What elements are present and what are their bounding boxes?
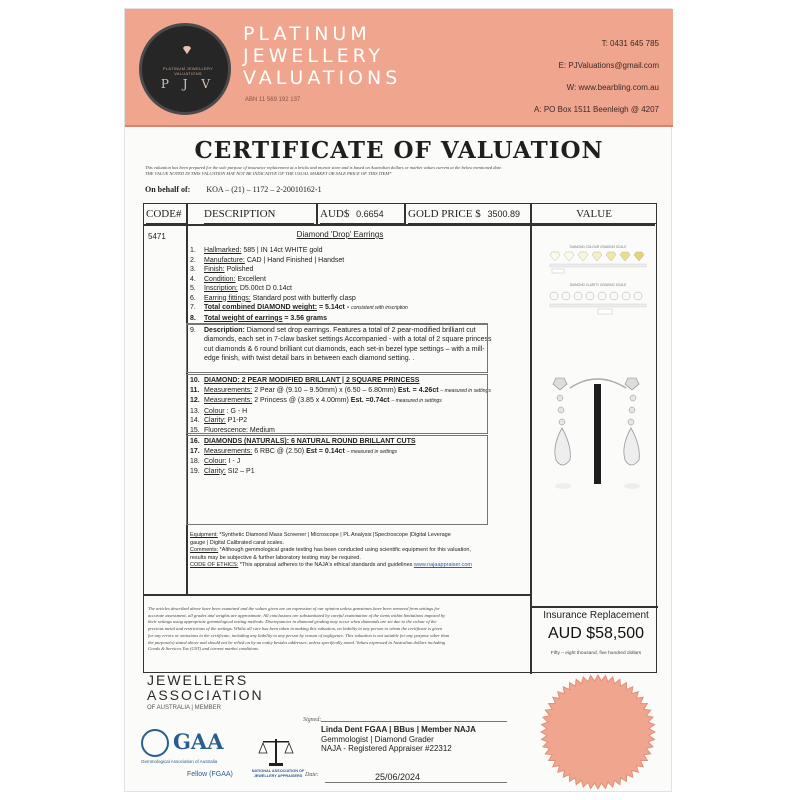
detail-line: 10. DIAMOND: 2 PEAR MODIFIED BRILLANT | 2 SQUARE PRINCESS <box>190 377 420 384</box>
detail-lines-1-8 <box>190 246 486 323</box>
logo-initials: P J V <box>160 77 216 91</box>
valuation-table <box>143 203 657 673</box>
detail-line: 11. Measurements: 2 Pear @ (9.10 – 9.50mm) x (6.50 – 6.80mm) Est. = 4.26ct – measured in settings <box>190 386 491 394</box>
clarity-scale-title: DIAMOND CLARITY GRADING SCALE <box>569 283 627 287</box>
naja-link[interactable]: www.najaappraiser.com <box>413 562 472 568</box>
embossed-seal <box>539 673 657 791</box>
col-value: VALUE <box>532 204 656 224</box>
colour-diamond-icons <box>550 252 644 261</box>
detail-line: 8. Total weight of earrings = 3.56 grams <box>190 314 328 322</box>
detail-line: 16. DIAMONDS (NATURALS): 6 NATURAL ROUND BRILLANT CUTS <box>190 438 416 445</box>
signer-details: Linda Dent FGAA | BBus | Member NAJA Gemmologist | Diamond Grader NAJA - Registered Appraiser #22312 <box>321 725 476 753</box>
grading-scale-chart <box>542 242 654 326</box>
header-banner <box>125 9 673 127</box>
earrings-photo <box>540 374 656 514</box>
detail-line: 14. Clarity: P1-P2 <box>190 417 248 424</box>
contact-details <box>534 33 659 121</box>
email: E: PJValuations@gmail.com <box>558 61 659 70</box>
pjv-logo <box>139 23 231 115</box>
detail-line: 2. Manufacture: CAD | Hand Finished | Handset <box>190 256 345 264</box>
detail-line: 4. Condition: Excellent <box>190 275 266 283</box>
scales-icon <box>251 735 301 769</box>
detail-line: 17. Measurements: 6 RBC @ (2.50) Est = 0.14ct – measured in settings <box>190 447 398 455</box>
diamond-box <box>186 374 491 434</box>
col-gold-price: GOLD PRICE $ 3500.89 <box>408 204 530 224</box>
insurance-amount: AUD $58,500 <box>547 625 645 642</box>
description-paragraph: 9. Description: Diamond set drop earrings. Features a total of 2 pear-modified brilliant cut diamonds, each set in 7-claw basket settings Accompanied - with a total of 2 square princess cut diamonds & 6 round brilliant cut diamonds, each set-in bezel type settings – with a mill- edge finish, with twist detail bars in between each diamond setting. . <box>190 327 492 362</box>
brand-name: PLATINUM JEWELLERY VALUATIONS <box>243 23 402 89</box>
gaa-emblem-icon <box>141 729 169 757</box>
diamond-icon <box>182 46 192 54</box>
colour-scale-title: DIAMOND COLOUR GRADING SCALE <box>569 245 627 249</box>
signature-line <box>321 721 507 722</box>
col-aud: AUD$ 0.6654 <box>320 204 404 224</box>
signed-label: Signed: <box>303 717 322 723</box>
aud-divider <box>404 204 406 224</box>
detail-line: 12. Measurements: 2 Princess @ (3.85 x 4.00mm) Est. =0.74ct – measured in settings <box>190 397 442 404</box>
desc-divider <box>316 204 318 224</box>
abn-number: ABN 11 569 192 137 <box>245 97 301 103</box>
col-description: DESCRIPTION <box>204 204 314 224</box>
detail-line: 1. Hallmarked: 585 | IN 14ct WHITE gold <box>190 247 323 254</box>
value-divider <box>530 204 532 674</box>
naturals-box <box>186 435 488 525</box>
item-title: Diamond 'Drop' Earrings <box>296 230 384 239</box>
detail-line: 13. Colour : G - H <box>190 407 248 415</box>
detail-line: 7. Total combined DIAMOND weight: = 5.14ct - consistent with inscription <box>190 304 408 311</box>
header-divider <box>144 224 655 226</box>
logo-small-text: PLATINUM JEWELLERY VALUATIONS <box>162 66 214 76</box>
detail-line: 6. Earring fittings: Standard post with butterfly clasp <box>190 294 356 302</box>
detail-line: 19. Clarity: SI2 – P1 <box>190 467 255 475</box>
amount-in-words: Fifty – eight thousand, five hundred dollars <box>550 651 642 656</box>
date-line <box>325 782 507 783</box>
certificate-title: CERTIFICATE OF VALUATION <box>194 137 604 164</box>
insurance-divider <box>530 606 658 608</box>
fellow-label: Fellow (FGAA) <box>187 771 233 778</box>
phone: T: 0431 645 785 <box>601 39 659 48</box>
postal-address: A: PO Box 1511 Beenleigh @ 4207 <box>534 105 659 114</box>
jewellers-association-logo: JEWELLERS ASSOCIATION OF AUSTRALIA | MEMBER <box>147 672 264 711</box>
col-code: CODE# <box>146 204 186 224</box>
detail-line: 18. Colour: I - J <box>190 458 241 465</box>
date-value: 25/06/2024 <box>375 772 421 782</box>
on-behalf-of: On behalf of: KOA – (21) – 1172 – 2-20010162-1 <box>145 185 322 194</box>
insurance-value: Insurance Replacement AUD $58,500 Fifty – eight thousand, five hundred dollars <box>536 610 656 656</box>
detail-line: 3. Finish: Polished <box>190 266 254 273</box>
notes-section: Equipment: *Synthetic Diamond Mass Screener | Microscope | PL Analysis |Spectroscope |Digital Leverage gauge | Digital Calibrated carat scales. Comments: *Although gemmological grade testing has been conducted using scientific equipment for this valuation, results may be subjective & further laboratory testing may be required. CODE OF ETHICS: *This appraisal adheres to the NAJA's ethical standards and guidelines www.najaappraiser.com <box>190 532 472 568</box>
certificate-page: PLATINUM JEWELLERY VALUATIONS P J V PLATINUM JEWELLERY VALUATIONS ABN 11 569 192 137 T: 0431 645 785 E: PJValuations@gmail.com W: www.bearbling.com.au A: PO Box 1511 Beenleigh @ 4207 CERTIFICATE OF VALUATION This valuation has been prepared for the sole purpose of insurance replacement at a bricks and mortar store and is based on Australian dollars or market values current at the below mentioned date. THE VALUE NOTED IN THIS VALUATION MAY NOT BE INDICATIVE OF THE USUAL MARKET OR SALE PRICE OF THIS ITEM* On behalf of: KOA – (21) – 1172 – 2-20010162-1 CODE# DESCRIPTION AUD$ 0.6654 GOLD PRICE $ 3500.89 VALUE 5471 Diamond 'Drop' Earrings 1. Hallmarked: 585 | IN 14ct WHITE gold 2. Manufacture: CAD | Hand Finished | Handset 3. Finish: Polished 4. Condition: Excellent 5. Inscription: D5.00ct D 0.14ct 6. Earring fittings: Standard post with butterfly clasp 7. Total combined DIAMOND weight: = 5.14ct - consistent with inscription 8. Total weight of earrings = 3.56 grams 9. Description: Diamond set drop earrings. Features a total of 2 pear-modified brilliant cut diamonds, each set in 7-claw basket settings Accompanied - with a total of 2 square princess cut diamonds & 6 round brilliant cut diamonds, each set-in bezel type settings – with a mill- edge finish, with twist detail bars in between each diamond setting. . 10. DIAMOND: 2 PEAR MODIFIED BRILLANT | 2 SQUARE PRINCESS 11. Measurements: 2 Pear @ (9.10 – 9.50mm) x (6.50 – 6.80mm) Est. = 4.26ct – measured in settings 12. Measurements: 2 Princess @ (3.85 x 4.00mm) Est. =0.74ct – measured in settings 13. Colour : G - H 14. Clarity: P1-P2 15. Fluorescence: Medium 16. DIAMONDS (NATURALS): 6 NATURAL ROUND BRILLANT CUTS 17. Measurements: 6 RBC @ (2.50) Est = 0.14ct – measured in settings 18. Colour: I - J 19. Clarity: SI2 – P1 Equipment: *Synthetic Diamond Mass Screener | Microscope | PL Analysis |Spectroscope |Digital Leverage gauge | Digital Calibrated carat scales. Comments: *Although gemmological grade testing has been conducted using scientific equipment for this valuation, results may be subjective & further laboratory testing may be required. CODE OF ETHICS: *This appraisal adheres to the NAJA's ethical standards and guidelines www.najaappraiser.com The articles described above have been examined and the values given are an expression of our opinion unless gemstones have been removed from settings for accurate assessment, all grades and weights are approximate. All conclusions are substantiated by careful examination of the items within limitations imposed by their settings using appropriate gemmological testing methods. Discrepancies in diamond grading may occur when diamonds are set due to the colour of the precious metal and restrictions of the settings. Whilst all care has been taken in making this valuation, no liability to any person to whom the certificate is given for any errors or omissions in the certificate, including any liability to any person by reason of negligence. This valuation is not suitable for any purpose other than the purpose(s) stated above and should not be relied on by an entity besides addressee, unless specifically noted. Values expressed in Australian dollars including Goods & Services Tax (GST) and current market conditions. DIAMOND COLOUR GRADING SCALE DIAMOND CLARITY GRADING SCALE Insurance Replacement AUD $58,500 Fifty – eight thousand, five hundred dollars JEWELLERS ASSOCIATION OF AUSTRALIA | MEMBER GAA Gemmological Association of Australia Fellow (FGAA) NATIONAL ASSOCIATION OF JEWELLERY APPRAISERS Signed: Linda Dent FGAA | BBus | Member NAJA Gemmologist | Diamond Grader NAJA - Registered Appraiser #22312 Date: 25/06/2024 <box>124 8 672 792</box>
footnote-divider <box>144 594 530 596</box>
disclaimer-text: The articles described above have been examined and the values given are an expression of our opinion unless gemstones have been removed from settings for accurate assessment, all grades and weights are approximate. All conclusions are substantiated by careful examination of the items within limitations imposed by their settings using appropriate gemmological testing methods. Discrepancies in diamond grading may occur when diamonds are set due to the colour of the precious metal and restrictions of the settings. Whilst all care has been taken in making this valuation, no liability to any person to whom the certificate is given for any errors or omissions in the certificate, including any liability to any person by reason of negligence. This valuation is not suitable for any purpose other than the purpose(s) stated above and should not be relied on by an entity besides addressee, unless specifically noted. Values expressed in Australian dollars including Goods & Services Tax (GST) and current market conditions. <box>148 606 450 652</box>
detail-line: 5. Inscription: D5.00ct D 0.14ct <box>190 285 292 292</box>
intro-text: This valuation has been prepared for the sole purpose of insurance replacement at a bricks and mortar store and is based on Australian dollars or market values current at the below mentioned date. THE VALUE NOTED IN THIS VALUATION MAY NOT BE INDICATIVE OF THE USUAL MARKET OR SALE PRICE OF THIS ITEM* <box>145 165 503 176</box>
date-label: Date: <box>305 772 319 778</box>
detail-line: 15. Fluorescence: Medium <box>190 426 275 434</box>
naja-logo: NATIONAL ASSOCIATION OF JEWELLERY APPRAISERS <box>251 735 301 774</box>
description-box <box>186 323 492 373</box>
item-code: 5471 <box>148 232 166 241</box>
website: W: www.bearbling.com.au <box>566 83 659 92</box>
clarity-diamond-icons <box>550 292 642 300</box>
